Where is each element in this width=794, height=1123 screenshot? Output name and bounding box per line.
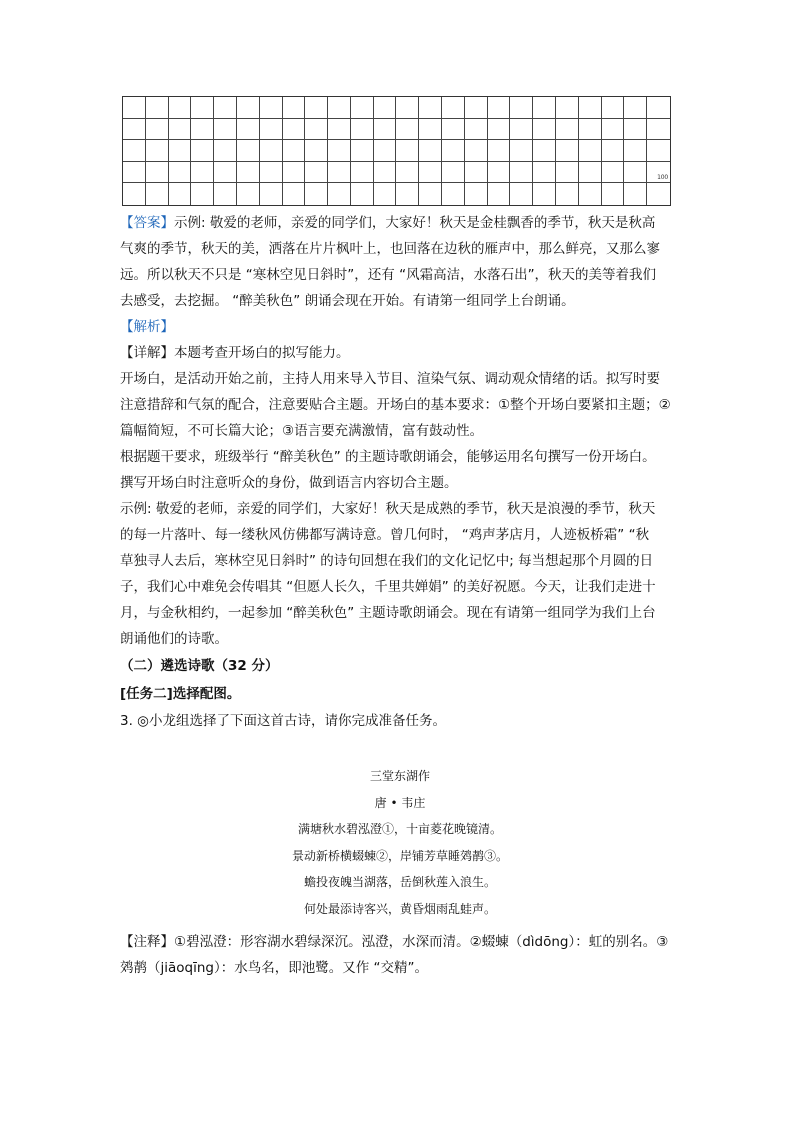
grid-cell [419, 140, 442, 162]
grid-cell [351, 183, 374, 205]
grid-cell [305, 162, 328, 184]
answer-line-4: 去感受，去挖掘。 “醉美秋色” 朗诵会现在开始。有请第一组同学上台朗诵。 [120, 293, 575, 309]
grid-cell [374, 183, 397, 205]
grid-cell [283, 97, 306, 119]
grid-cell [510, 162, 533, 184]
notes-tag: 【注释】 [120, 934, 174, 950]
grid-cell [488, 97, 511, 119]
grid-cell [260, 97, 283, 119]
grid-cell [374, 97, 397, 119]
grid-cell [396, 183, 419, 205]
grid-cell [419, 183, 442, 205]
grid-cell [328, 162, 351, 184]
grid-cell [510, 97, 533, 119]
analysis-line: 子，我们心中难免会传唱其 “但愿人长久，千里共婵娟” 的美好祝愿。今天，让我们走进十 [120, 579, 656, 595]
grid-cell [419, 162, 442, 184]
grid-cell [396, 119, 419, 141]
grid-cell [647, 97, 670, 119]
answer-line-1: 【答案】示例: 敬爱的老师，亲爱的同学们，大家好！秋天是金桂飘香的季节，秋天是秋高 [120, 215, 656, 231]
grid-cell [237, 140, 260, 162]
grid-cell [442, 119, 465, 141]
grid-cell [442, 162, 465, 184]
grid-cell [260, 140, 283, 162]
grid-cell [579, 97, 602, 119]
grid-cell [283, 140, 306, 162]
grid-cell [146, 183, 169, 205]
section-heading: （二）遴选诗歌（32 分） [120, 658, 279, 674]
notes-line-1: 【注释】①碧泓澄：形容湖水碧绿深沉。泓澄，水深而清。②蝃蝀（dìdōng）：虹的别名。③ [120, 934, 669, 950]
grid-cell [396, 162, 419, 184]
grid-cell [465, 119, 488, 141]
grid-cell [510, 140, 533, 162]
grid-cell [237, 97, 260, 119]
grid-cell [533, 140, 556, 162]
grid-cell [191, 140, 214, 162]
grid-cell [533, 162, 556, 184]
grid-cell [533, 97, 556, 119]
grid-cell [260, 183, 283, 205]
grid-cell [647, 119, 670, 141]
grid-cell [374, 119, 397, 141]
grid-cell [328, 119, 351, 141]
question-3: 3. ◎小龙组选择了下面这首古诗，请你完成准备任务。 [120, 713, 446, 729]
composition-grid [122, 96, 671, 206]
grid-cell [647, 140, 670, 162]
grid-cell [260, 119, 283, 141]
grid-cell [351, 119, 374, 141]
grid-cell [169, 140, 192, 162]
analysis-detail-line: 【详解】本题考查开场白的拟写能力。 [120, 345, 350, 361]
grid-cell [442, 140, 465, 162]
grid-cell [305, 140, 328, 162]
grid-cell [647, 183, 670, 205]
grid-cell [351, 97, 374, 119]
grid-cell [374, 140, 397, 162]
grid-cell [488, 119, 511, 141]
grid-cell [260, 162, 283, 184]
analysis-line: 注意措辞和气氛的配合，注意要贴合主题。开场白的基本要求：①整个开场白要紧扣主题；② [120, 397, 671, 413]
grid-cell [624, 183, 647, 205]
grid-cell [579, 183, 602, 205]
grid-cell [328, 97, 351, 119]
grid-cell [647, 162, 670, 184]
grid-cell [465, 140, 488, 162]
grid-cell [602, 140, 625, 162]
grid-cell [351, 140, 374, 162]
grid-cell [465, 183, 488, 205]
analysis-line: 篇幅简短，不可长篇大论；③语言要充满激情，富有鼓动性。 [120, 423, 484, 439]
grid-cell [123, 162, 146, 184]
poem-title: 三堂东湖作 [369, 769, 430, 783]
grid-cell [169, 97, 192, 119]
notes-section [120, 929, 680, 981]
grid-cell [214, 140, 237, 162]
grid-cell [283, 183, 306, 205]
grid-cell [214, 119, 237, 141]
grid-cell [169, 183, 192, 205]
grid-count-label: 100 [657, 174, 668, 182]
grid-cell [602, 183, 625, 205]
grid-cell [556, 140, 579, 162]
analysis-line: 撰写开场白时注意听众的身份，做到语言内容切合主题。 [120, 475, 458, 491]
grid-cell [579, 140, 602, 162]
grid-cell [146, 119, 169, 141]
analysis-line: 的每一片落叶、每一缕秋风仿佛都写满诗意。曾几何时， “鸡声茅店月，人迹板桥霜” “秋 [120, 527, 650, 543]
poem-line: 景动新桥横蝃蝀②，岸铺芳草睡䴔䴖③。 [291, 848, 508, 863]
poem-line: 满塘秋水碧泓澄①，十亩菱花晚镜清。 [297, 822, 502, 836]
detail-tag: 【详解】 [120, 345, 174, 361]
analysis-line: 草独寻人去后，寒林空见日斜时” 的诗句回想在我们的文化记忆中; 每当想起那个月圆的日 [120, 553, 654, 569]
grid-cell [283, 119, 306, 141]
grid-cell [123, 119, 146, 141]
grid-cell [351, 162, 374, 184]
grid-cell [283, 162, 306, 184]
grid-cell [533, 119, 556, 141]
grid-cell [214, 162, 237, 184]
grid-cell [442, 97, 465, 119]
grid-cell [556, 119, 579, 141]
grid-cell [556, 183, 579, 205]
grid-cell [533, 183, 556, 205]
grid-cell [123, 97, 146, 119]
grid-cell [419, 119, 442, 141]
grid-cell [191, 97, 214, 119]
grid-cell [624, 119, 647, 141]
answer-line-2: 气爽的季节，秋天的美，洒落在片片枫叶上，也回落在边秋的雁声中，那么鲜亮，又那么寥 [120, 241, 660, 257]
grid-cell [237, 183, 260, 205]
grid-cell [556, 97, 579, 119]
grid-cell [214, 97, 237, 119]
analysis-line: 月，与金秋相约，一起参加 “醉美秋色” 主题诗歌朗诵会。现在有请第一组同学为我们上台 [120, 605, 656, 621]
grid-cell [602, 97, 625, 119]
grid-cell [488, 162, 511, 184]
grid-cell [214, 183, 237, 205]
grid-cell [465, 97, 488, 119]
grid-cell [488, 183, 511, 205]
grid-cell [146, 162, 169, 184]
poem-author: 唐 • 韦庄 [374, 795, 426, 810]
grid-cell [237, 162, 260, 184]
grid-cell [624, 162, 647, 184]
grid-cell [328, 183, 351, 205]
poem-line: 何处最添诗客兴，黄昏烟雨乱蛙声。 [303, 901, 496, 916]
grid-cell [602, 162, 625, 184]
grid-cell [465, 162, 488, 184]
grid-cell [305, 183, 328, 205]
analysis-heading: 【解析】 [120, 319, 174, 335]
grid-cell [191, 162, 214, 184]
poem [120, 763, 680, 922]
grid-cell [624, 140, 647, 162]
grid-cell [624, 97, 647, 119]
answer-tag: 【答案】 [120, 215, 174, 231]
task-heading: [任务二]选择配图。 [120, 686, 241, 702]
grid-cell [328, 140, 351, 162]
grid-cell [146, 97, 169, 119]
grid-cell [396, 140, 419, 162]
grid-cell [556, 162, 579, 184]
grid-cell [510, 119, 533, 141]
grid-cell [191, 119, 214, 141]
notes-line-2: 䴔䴖（jiāoqīng）：水鸟名，即池鹭。又作 “交精”。 [120, 960, 429, 976]
grid-cell [374, 162, 397, 184]
grid-cell [442, 183, 465, 205]
grid-cell [579, 119, 602, 141]
grid-cell [488, 140, 511, 162]
grid-cell [305, 119, 328, 141]
analysis-line: 根据题干要求，班级举行 “醉美秋色” 的主题诗歌朗诵会，能够运用名句撰写一份开场白。 [120, 449, 656, 465]
grid-cell [146, 140, 169, 162]
grid-cell [602, 119, 625, 141]
grid-cell [169, 162, 192, 184]
grid-cell [191, 183, 214, 205]
analysis-line: 示例: 敬爱的老师，亲爱的同学们，大家好！秋天是成熟的季节，秋天是浪漫的季节，秋天 [120, 501, 656, 517]
grid-cell [396, 97, 419, 119]
analysis-line: 朗诵他们的诗歌。 [120, 631, 228, 647]
poem-line: 蟾投夜魄当湖落，岳倒秋莲入浪生。 [303, 875, 496, 889]
grid-cell [169, 119, 192, 141]
answer-section [120, 210, 680, 734]
grid-cell [123, 183, 146, 205]
grid-cell [237, 119, 260, 141]
analysis-line: 开场白，是活动开始之前，主持人用来导入节目、渲染气氛、调动观众情绪的话。拟写时要 [120, 371, 660, 387]
grid-cell [579, 162, 602, 184]
grid-cell [305, 97, 328, 119]
answer-line-3: 远。所以秋天不只是 “寒林空见日斜时”，还有 “风霜高洁，水落石出”，秋天的美等着我们 [120, 267, 657, 283]
grid-cell [123, 140, 146, 162]
grid-cell [510, 183, 533, 205]
grid-cell [419, 97, 442, 119]
